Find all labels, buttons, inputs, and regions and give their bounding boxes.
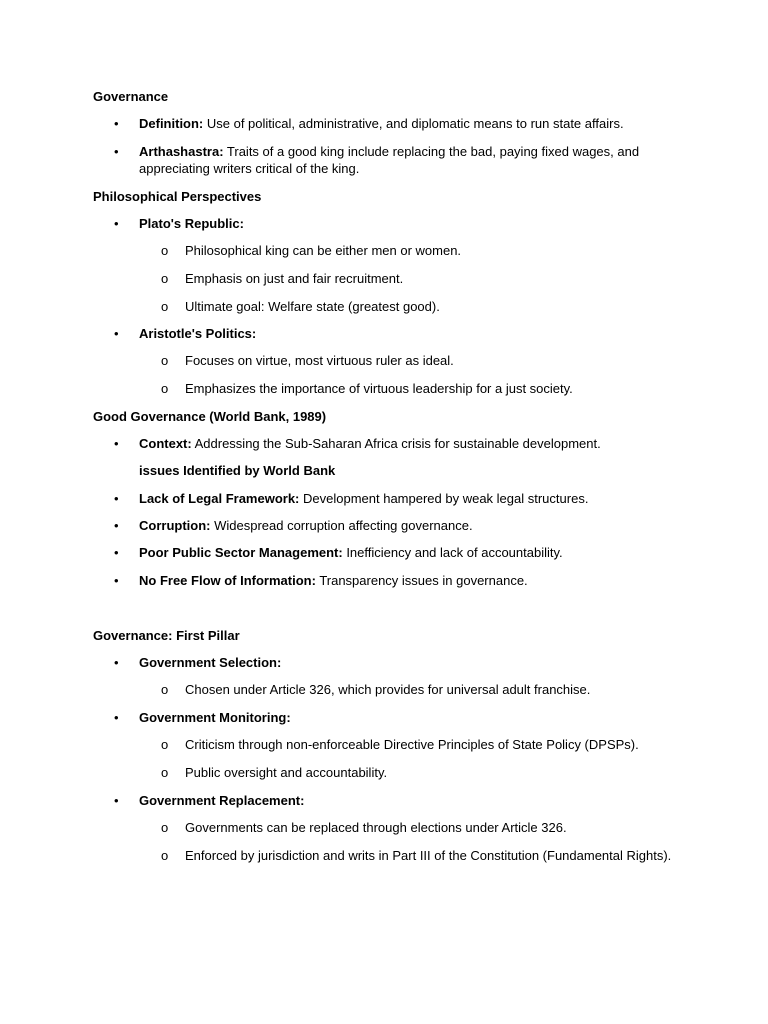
item-label: Arthashastra: [139, 144, 224, 159]
bullet-icon: • [114, 326, 119, 341]
item-text: Widespread corruption affecting governance. [210, 518, 473, 533]
list-item [93, 115, 624, 132]
bullet-icon: • [114, 793, 119, 808]
item-text: Traits of a good king include replacing the bad, paying fixed wages, and [223, 144, 640, 159]
sub-list-item [93, 352, 454, 369]
item-label: Government Selection: [139, 655, 282, 670]
list-item [93, 215, 244, 232]
sub-item-text: Enforced by jurisdiction and writs in Part III of the Constitution (Fundamental Rights). [185, 848, 672, 863]
sub-bullet-icon: o [161, 848, 169, 863]
sub-list-item [93, 242, 461, 259]
sub-bullet-icon: o [161, 820, 169, 835]
list-item [93, 325, 256, 342]
item-label: Context: [139, 436, 192, 451]
bullet-icon: • [114, 144, 119, 159]
section-heading-first-pillar: Governance: First Pillar [93, 628, 240, 643]
sub-list-item [93, 847, 671, 864]
sub-item-text: Public oversight and accountability. [185, 765, 388, 780]
sub-item-text: Emphasis on just and fair recruitment. [185, 271, 404, 286]
item-label: No Free Flow of Information: [139, 573, 316, 588]
bullet-icon: • [114, 710, 119, 725]
sub-list-item [93, 764, 387, 781]
list-item [93, 490, 588, 507]
sub-list-item [93, 380, 573, 397]
bullet-icon: • [114, 518, 119, 533]
list-item-continuation [93, 160, 359, 177]
sub-bullet-icon: o [161, 682, 169, 697]
bullet-icon: • [114, 116, 119, 131]
sub-bullet-icon: o [161, 271, 169, 286]
list-item [93, 544, 563, 561]
bullet-icon: • [114, 436, 119, 451]
section-heading-philosophical: Philosophical Perspectives [93, 189, 262, 204]
item-label: Aristotle's Politics: [139, 326, 257, 341]
list-item [93, 572, 528, 589]
item-text: appreciating writers critical of the king. [139, 161, 360, 176]
item-label: Lack of Legal Framework: [139, 491, 300, 506]
sub-bullet-icon: o [161, 353, 169, 368]
list-item [93, 517, 473, 534]
sub-list-item [93, 819, 567, 836]
sub-bullet-icon: o [161, 243, 169, 258]
item-text: Development hampered by weak legal structures. [299, 491, 589, 506]
sub-item-text: Governments can be replaced through elections under Article 326. [185, 820, 567, 835]
sub-bullet-icon: o [161, 381, 169, 396]
item-label: Government Monitoring: [139, 710, 291, 725]
list-item [93, 709, 291, 726]
sub-item-text: Criticism through non-enforceable Directive Principles of State Policy (DPSPs). [185, 737, 639, 752]
bullet-icon: • [114, 216, 119, 231]
bullet-icon: • [114, 573, 119, 588]
sub-list-item [93, 736, 639, 753]
section-heading-governance: Governance [93, 89, 169, 104]
item-label: Definition: [139, 116, 204, 131]
sub-heading-issues: issues Identified by World Bank [139, 463, 336, 478]
list-item [93, 143, 639, 160]
list-item [93, 654, 281, 671]
item-text: Addressing the Sub-Saharan Africa crisis for sustainable development. [191, 436, 601, 451]
item-text: Inefficiency and lack of accountability. [342, 545, 563, 560]
sub-bullet-icon: o [161, 765, 169, 780]
sub-item-text: Philosophical king can be either men or women. [185, 243, 462, 258]
sub-item-text: Focuses on virtue, most virtuous ruler as ideal. [185, 353, 454, 368]
bullet-icon: • [114, 655, 119, 670]
section-heading-good-governance: Good Governance (World Bank, 1989) [93, 409, 327, 424]
list-item [93, 435, 601, 452]
sub-item-text: Ultimate goal: Welfare state (greatest good). [185, 299, 440, 314]
sub-list-item [93, 681, 590, 698]
sub-list-item [93, 298, 440, 315]
sub-bullet-icon: o [161, 299, 169, 314]
item-label: Government Replacement: [139, 793, 305, 808]
sub-item-text: Chosen under Article 326, which provides for universal adult franchise. [185, 682, 591, 697]
list-item [93, 792, 304, 809]
sub-list-item [93, 270, 403, 287]
item-label: Poor Public Sector Management: [139, 545, 343, 560]
item-label: Plato's Republic: [139, 216, 244, 231]
bullet-icon: • [114, 545, 119, 560]
bullet-icon: • [114, 491, 119, 506]
sub-bullet-icon: o [161, 737, 169, 752]
item-text: Transparency issues in governance. [315, 573, 528, 588]
item-label: Corruption: [139, 518, 211, 533]
sub-item-text: Emphasizes the importance of virtuous leadership for a just society. [185, 381, 573, 396]
item-text: Use of political, administrative, and diplomatic means to run state affairs. [203, 116, 624, 131]
